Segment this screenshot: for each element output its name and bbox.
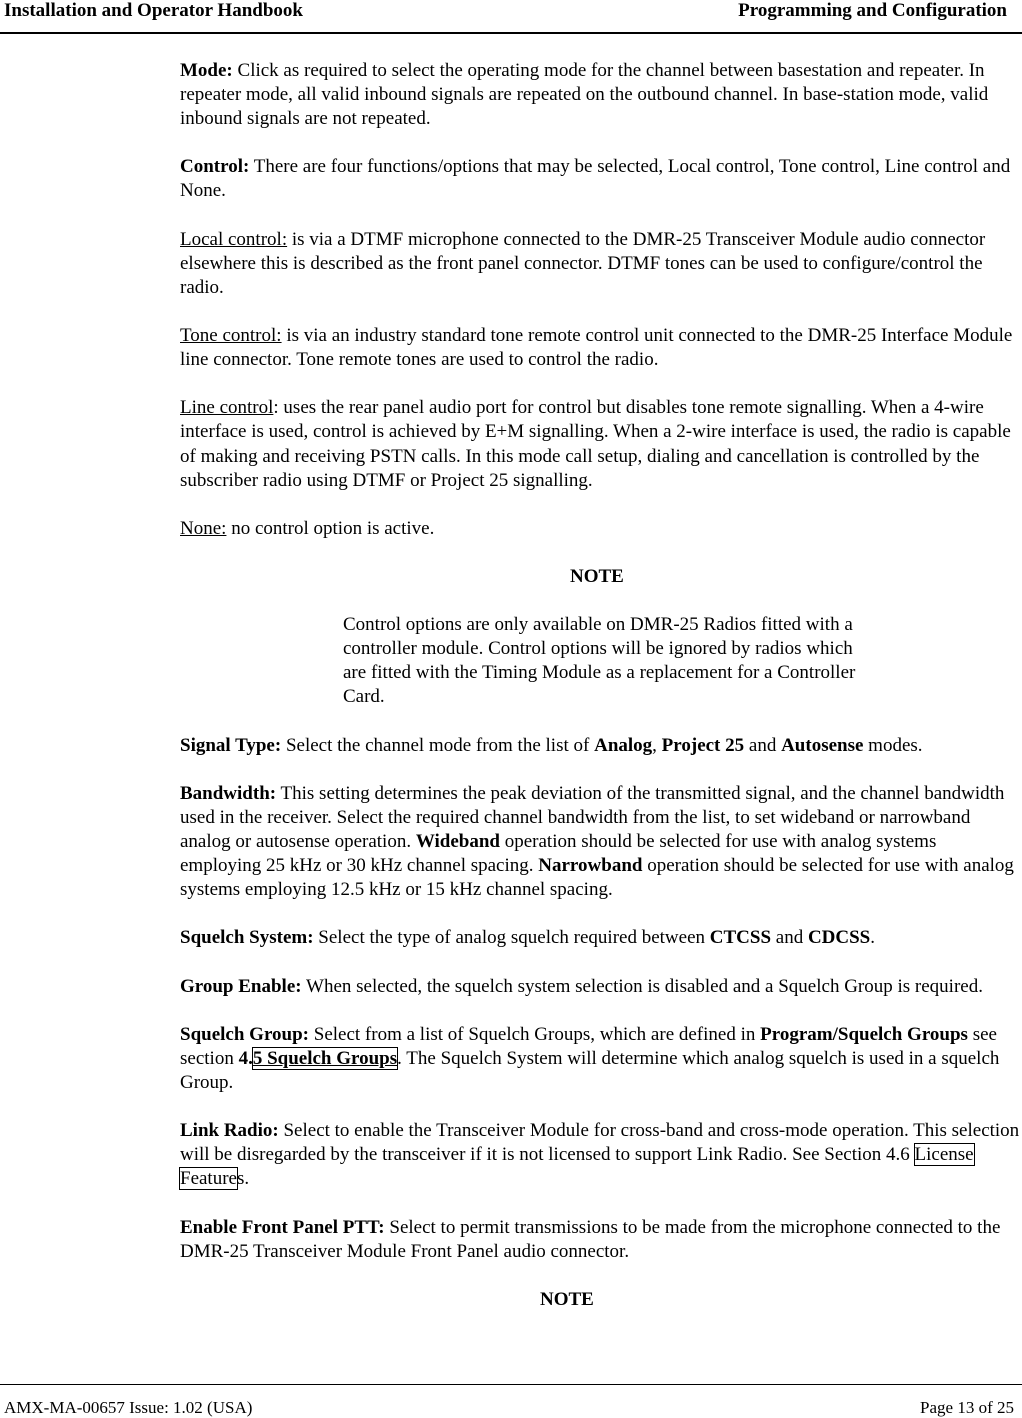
bandwidth-text: This setting determines the peak deviation of the transmitted signal, and the channel bandwidth used in the receiver. Select the required channel bandwidth from the list, to set wideband or narrowband analog or autosense operation. — [180, 782, 1005, 852]
autosense-term: Autosense — [781, 734, 864, 756]
front-panel-ptt-text: Select to permit transmissions to be made from the microphone connected to the DMR-25 Transceiver Module Front Panel audio connector. — [180, 1216, 1001, 1262]
tone-control-label: Tone control: — [180, 325, 282, 347]
link-radio-paragraph — [180, 1119, 1022, 1191]
document-body — [180, 59, 1022, 1336]
tone-control-text: is via an industry standard tone remote control unit connected to the DMR-25 Interface Module line connector. Tone remote tones are used to control the radio. — [180, 325, 1013, 371]
link-radio-end: s. — [236, 1168, 250, 1190]
bandwidth-paragraph — [180, 782, 1022, 902]
signal-type-text: Select the channel mode from the list of — [281, 734, 595, 756]
signal-type-label: Signal Type: — [180, 734, 282, 756]
signal-type-sep: , — [652, 734, 662, 756]
group-enable-label: Group Enable: — [180, 975, 302, 997]
squelch-system-text: Select the type of analog squelch required between — [313, 927, 710, 949]
cdcss-term: CDCSS — [807, 927, 871, 949]
page-header — [0, 0, 1022, 34]
squelch-system-label: Squelch System: — [180, 927, 314, 949]
squelch-groups-link[interactable]: 5 Squelch Groups — [252, 1047, 398, 1069]
local-control-text: is via a DTMF microphone connected to the DMR-25 Transceiver Module audio connector elsewhere this is described as the front panel connector. DTMF tones can be used to configure/control the radio. — [180, 228, 986, 298]
mode-text: Click as required to select the operating mode for the channel between basestation and repeater. In repeater mode, all valid inbound signals are repeated on the outbound channel. In base-station mode, valid inbound signals are not repeated. — [180, 60, 989, 130]
page-footer — [0, 1384, 1022, 1418]
none-paragraph — [180, 517, 1022, 541]
page-number: Page 13 of 25 — [920, 1398, 1014, 1417]
group-enable-text: When selected, the squelch system selection is disabled and a Squelch Group is required. — [301, 975, 983, 997]
signal-type-paragraph — [180, 734, 1022, 758]
ctcss-term: CTCSS — [709, 927, 772, 949]
link-radio-text: Select to enable the Transceiver Module for cross-band and cross-mode operation. This selection will be disregarded by the transceiver if it is not licensed to support Link Radio. See Section 4.6 — [180, 1120, 1020, 1166]
narrowband-term: Narrowband — [538, 855, 643, 877]
bandwidth-text-2: operation should be selected for use with analog systems employing 25 kHz or 30 kHz channel spacing. — [180, 831, 937, 877]
none-label: None: — [180, 517, 227, 539]
document-id: AMX-MA-00657 Issue: 1.02 (USA) — [4, 1398, 253, 1417]
local-control-label: Local control: — [180, 228, 288, 250]
squelch-group-text: Select from a list of Squelch Groups, which are defined in — [309, 1023, 761, 1045]
license-features-link[interactable]: License Feature — [180, 1144, 974, 1190]
squelch-system-paragraph — [180, 926, 1022, 950]
note-title-2: NOTE — [540, 1288, 594, 1310]
link-radio-label: Link Radio: — [180, 1120, 279, 1142]
tone-control-paragraph — [180, 324, 1022, 372]
squelch-system-end: . — [870, 927, 876, 949]
line-control-paragraph — [180, 396, 1022, 492]
mode-paragraph — [180, 59, 1022, 131]
signal-type-end: modes. — [863, 734, 923, 756]
bandwidth-label: Bandwidth: — [180, 782, 277, 804]
header-title: Installation and Operator Handbook — [4, 0, 303, 21]
note-body: Control options are only available on DMR-25 Radios fitted with a controller module. Control options will be ignored by radios which are fitted with the Timing Module as a replacement for a Controller Card. — [343, 614, 856, 708]
squelch-group-see: see section — [180, 1023, 997, 1069]
section-number: 4. — [238, 1047, 253, 1069]
analog-term: Analog — [594, 734, 653, 756]
control-text: There are four functions/options that may be selected, Local control, Tone control, Line control and None. — [180, 156, 1011, 202]
project25-term: Project 25 — [661, 734, 745, 756]
front-panel-ptt-paragraph — [180, 1216, 1022, 1264]
local-control-paragraph — [180, 228, 1022, 300]
signal-type-and: and — [744, 734, 782, 756]
squelch-system-and: and — [771, 927, 808, 949]
squelch-group-text-2: . The Squelch System will determine which analog squelch is used in a squelch Group. — [180, 1047, 1000, 1093]
group-enable-paragraph — [180, 975, 1022, 999]
header-section: Programming and Configuration — [738, 0, 1007, 21]
bandwidth-text-3: operation should be selected for use with analog systems employing 12.5 kHz or 15 kHz channel spacing. — [180, 855, 1014, 901]
control-paragraph — [180, 155, 1022, 203]
squelch-group-paragraph — [180, 1023, 1022, 1095]
squelch-group-label: Squelch Group: — [180, 1023, 309, 1045]
note-title: NOTE — [570, 565, 624, 587]
program-squelch-groups-term: Program/Squelch Groups — [760, 1023, 968, 1045]
wideband-term: Wideband — [415, 831, 500, 852]
line-control-text: : uses the rear panel audio port for control but disables tone remote signalling. When a 4-wire interface is used, control is achieved by E+M signalling. When a 2-wire interface is used, the radio is capable of making and receiving PSTN calls. In this mode call setup, dialing and cancellation is controlled by the subscriber radio using DTMF or Project 25 signalling. — [180, 397, 1011, 491]
control-label: Control: — [180, 156, 250, 178]
line-control-label: Line control — [180, 397, 274, 419]
mode-label: Mode: — [180, 60, 233, 81]
front-panel-ptt-label: Enable Front Panel PTT: — [180, 1216, 385, 1238]
none-text: no control option is active. — [226, 517, 435, 539]
